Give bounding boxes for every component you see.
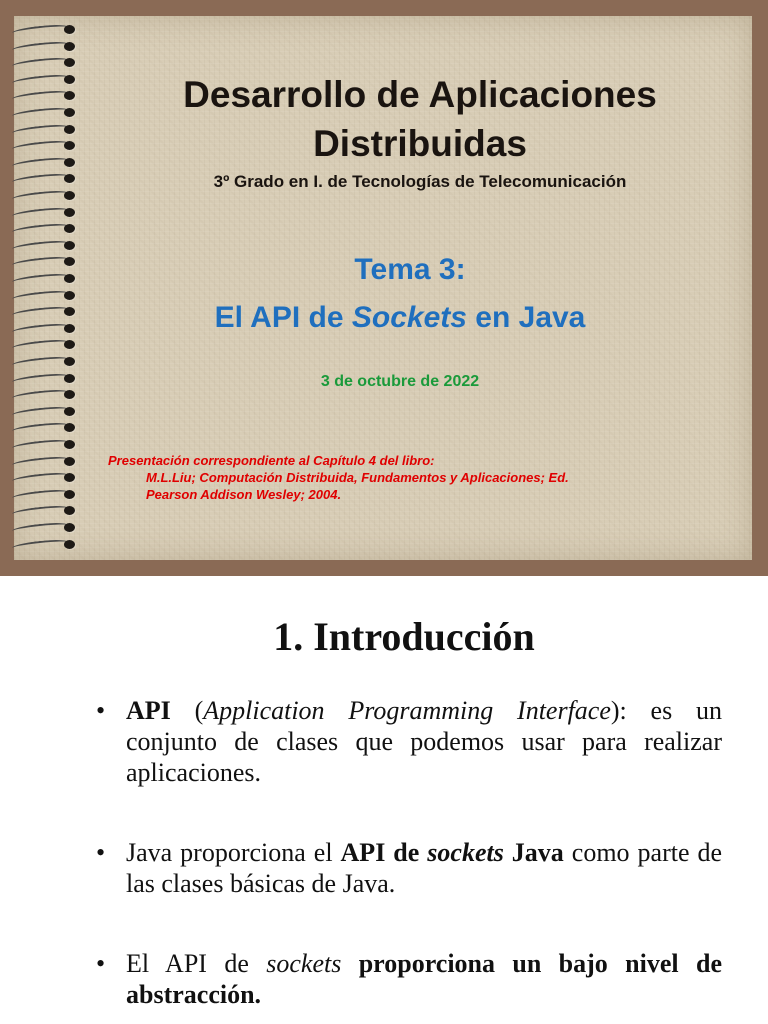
spiral-ring-icon: [12, 157, 82, 169]
bullet1-rest: ): es un conjunto de clases que podemos usar para realizar aplicaciones.: [126, 696, 722, 787]
spiral-ring-icon: [12, 223, 82, 235]
spiral-ring-icon: [12, 505, 82, 517]
spiral-ring-icon: [12, 373, 82, 385]
bullet2-bold1: API de: [340, 838, 428, 867]
source-note: [108, 452, 728, 503]
spiral-ring-icon: [12, 422, 82, 434]
spiral-ring-icon: [12, 439, 82, 451]
bullet3-italic: sockets: [266, 949, 342, 978]
spiral-binding: [0, 16, 90, 560]
source-note-line3: Pearson Addison Wesley; 2004.: [146, 487, 342, 502]
list-item: [96, 695, 722, 788]
spiral-ring-icon: [12, 140, 82, 152]
bullet-dot: •: [96, 696, 106, 725]
spiral-ring-icon: [12, 489, 82, 501]
topic-title: [80, 300, 720, 336]
spiral-ring-icon: [12, 406, 82, 418]
spiral-ring-icon: [12, 107, 82, 119]
bullet-dot: •: [96, 949, 106, 978]
slide-title-line2: Distribuidas: [313, 123, 527, 164]
topic-suffix: en Java: [466, 301, 586, 334]
slide-subtitle: 3º Grado en I. de Tecnologías de Telecomunicación: [213, 172, 627, 191]
spiral-ring-icon: [12, 339, 82, 351]
bullet3-bold: proporciona un bajo nivel de abstracción.: [126, 949, 722, 1009]
spiral-ring-icon: [12, 256, 82, 268]
spiral-ring-icon: [12, 207, 82, 219]
bullet2-bold2: Java: [503, 838, 564, 867]
spiral-ring-icon: [12, 356, 82, 368]
list-item: [96, 837, 722, 899]
spiral-ring-icon: [12, 389, 82, 401]
spiral-ring-icon: [12, 323, 82, 335]
spiral-ring-icon: [12, 456, 82, 468]
spiral-ring-icon: [12, 24, 82, 36]
list-item: [96, 948, 722, 1010]
bullet2-pre: Java proporciona el: [126, 838, 341, 867]
bullet-list: [96, 695, 722, 1010]
section-heading: 1. Introducción: [273, 614, 535, 659]
spiral-ring-icon: [12, 124, 82, 136]
spiral-ring-icon: [12, 539, 82, 551]
spiral-ring-icon: [12, 290, 82, 302]
spiral-ring-icon: [12, 240, 82, 252]
bullet-dot: •: [96, 838, 106, 867]
topic-italic: Sockets: [351, 301, 467, 334]
source-note-line1: Presentación correspondiente al Capítulo 4 del libro:: [108, 453, 435, 468]
slide-date: 3 de octubre de 2022: [320, 373, 480, 390]
spiral-ring-icon: [12, 41, 82, 53]
bullet1-bold: API: [126, 696, 171, 725]
spiral-ring-icon: [12, 90, 82, 102]
spiral-ring-icon: [12, 306, 82, 318]
bullet1-open: (: [170, 696, 204, 725]
bullet1-italic: Application Programming Interface: [203, 696, 611, 725]
bullet2-rest: como parte de las clases básicas de Java.: [126, 838, 723, 898]
spiral-ring-icon: [12, 57, 82, 69]
spiral-ring-icon: [12, 173, 82, 185]
slide-title-line1: Desarrollo de Aplicaciones: [183, 74, 657, 115]
bullet3-pre: El API de: [126, 949, 267, 978]
spiral-ring-icon: [12, 522, 82, 534]
spiral-ring-icon: [12, 273, 82, 285]
spiral-ring-icon: [12, 74, 82, 86]
spiral-ring-icon: [12, 472, 82, 484]
source-note-line2: M.L.Liu; Computación Distribuida, Fundamentos y Aplicaciones; Ed.: [146, 470, 569, 485]
topic-prefix: El API de: [214, 301, 352, 334]
bullet2-bolditalic: sockets: [427, 838, 504, 867]
spiral-ring-icon: [12, 190, 82, 202]
tema-label: Tema 3:: [354, 253, 466, 286]
